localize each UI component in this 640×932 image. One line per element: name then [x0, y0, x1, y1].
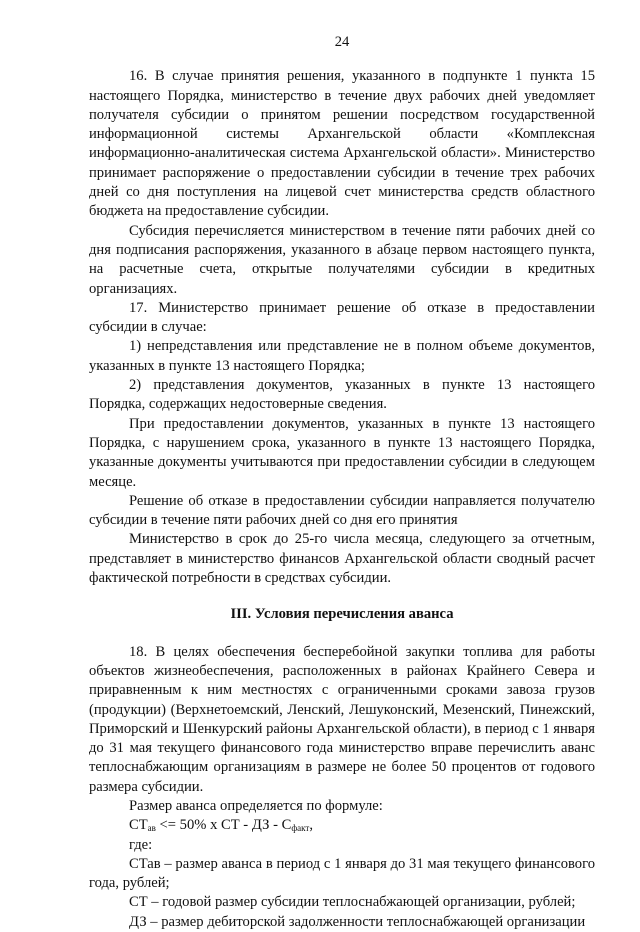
definition-st: СТ – годовой размер субсидии теплоснабжающей организации, рублей;: [129, 894, 576, 911]
paragraph-17: 17. Министерство принимает решение об отказе в предоставлении субсидии в случае:: [89, 299, 595, 336]
formula: [89, 816, 595, 835]
where-label: где:: [129, 836, 153, 853]
definition-dz: ДЗ – размер дебиторской задолженности теплоснабжающей организации: [129, 913, 586, 930]
paragraph-formula-intro: Размер аванса определяется по формуле:: [129, 797, 383, 814]
formula-tail: ,: [309, 817, 314, 834]
paragraph-subsidy-transfer: Субсидия перечисляется министерством в течение пяти рабочих дней со дня подписания распоряжения, указанного в абзаце первом настоящего пункта, на расчетные счета, открытые получателями субсидии в кредитных организациях.: [89, 222, 595, 297]
paragraph-refusal-notice: Решение об отказе в предоставлении субсидии направляется получателю субсидии в течение пяти рабочих дней со дня его принятия: [89, 492, 595, 529]
paragraph-18: 18. В целях обеспечения бесперебойной закупки топлива для работы объектов жизнеобеспечения, расположенных в районах Крайнего Севера и приравненным к ним местностях с ограниченными сроками завоза грузов (продукции) (Верхнетоемский, Ленский, Лешуконский, Мезенский, Пинежский, Приморский и Шенкурский районы Архангельской области), в период с 1 января до 31 мая текущего финансового года министерство вправе перечислить аванс теплоснабжающим организациям в размере не более 50 процентов от годового размера субсидии.: [89, 643, 595, 795]
page-number: 24: [334, 34, 350, 50]
section-heading: III. Условия перечисления аванса: [230, 606, 454, 623]
paragraph-17-item-1: 1) непредставления или представление не в полном объеме документов, указанных в пункте 13 настоящего Порядка;: [89, 338, 595, 374]
formula-expression: <= 50% х СТ - ДЗ - С: [155, 817, 292, 834]
paragraph-ministry-report: Министерство в срок до 25-го числа месяца, следующего за отчетным, представляет в министерство финансов Архангельской области сводный расчет фактической потребности в средствах субсидии.: [89, 531, 595, 587]
paragraph-late-documents: При предоставлении документов, указанных в пункте 13 настоящего Порядка, с нарушением срока, указанного в пункте 13 настоящего Порядка, указанные документы учитываются при предоставлении субсидии в следующем месяце.: [89, 415, 595, 490]
paragraph-16: 16. В случае принятия решения, указанного в подпункте 1 пункта 15 настоящего Порядка, министерство в течение двух рабочих дней уведомляет получателя субсидии о принятом решении посредством государственной информационной системы Архангельской области «Комплексная информационно-аналитическая система Архангельской области». Министерство принимает распоряжение о предоставлении субсидии в течение трех рабочих дней со дня поступления на лицевой счет министерства средств областного бюджета на предоставление субсидии.: [89, 68, 595, 220]
definition-stav: СТав – размер аванса в период с 1 января до 31 мая текущего финансового года, рублей;: [89, 855, 595, 892]
paragraph-17-item-2: 2) представления документов, указанных в пункте 13 настоящего Порядка, содержащих недостоверные сведения.: [89, 377, 595, 413]
formula-lhs: СТ: [129, 817, 148, 834]
formula-expression-subscript: факт: [291, 823, 310, 834]
formula-lhs-subscript: ав: [147, 823, 156, 834]
